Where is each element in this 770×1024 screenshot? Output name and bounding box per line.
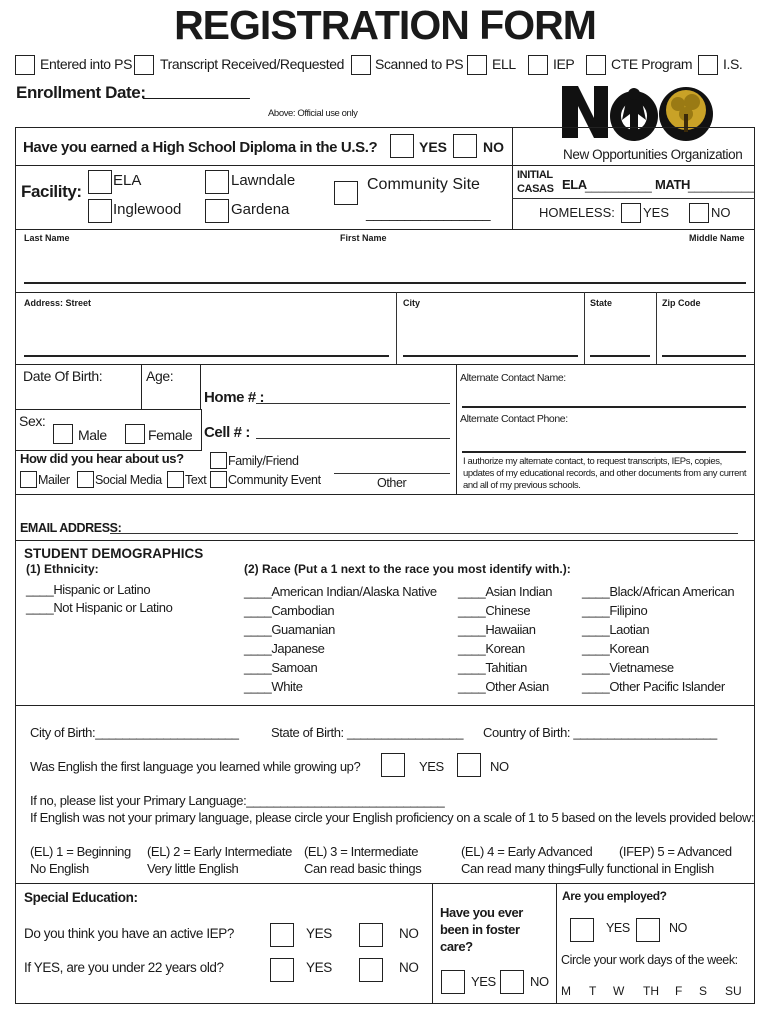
scanned-to-ps-checkbox[interactable] (351, 55, 371, 75)
casas-ela-field[interactable]: __________ (585, 179, 652, 193)
iep-yes-label: YES (306, 926, 332, 941)
employed-yes-checkbox[interactable] (570, 918, 594, 942)
form-title: REGISTRATION FORM (174, 2, 596, 48)
casas-label-initial: INITIAL (517, 169, 553, 181)
home-phone-label: Home # : (204, 389, 265, 406)
diploma-yes-checkbox[interactable] (390, 134, 414, 158)
hear-other-line[interactable] (334, 473, 450, 474)
street-line[interactable] (24, 355, 389, 357)
city-of-birth-field[interactable]: City of Birth:_____________________ (30, 725, 239, 740)
official-use-note: Above: Official use only (268, 108, 358, 119)
iep-yes-checkbox[interactable] (270, 923, 294, 947)
demographics-heading: STUDENT DEMOGRAPHICS (24, 546, 204, 561)
foster-yes-checkbox[interactable] (441, 970, 465, 994)
city-line[interactable] (403, 355, 578, 357)
office-item-label: CTE Program (611, 56, 693, 72)
homeless-no-checkbox[interactable] (689, 203, 709, 223)
facility-ela-checkbox[interactable] (88, 170, 112, 194)
hear-mailer-checkbox[interactable] (20, 471, 37, 488)
hear-community-checkbox[interactable] (210, 471, 227, 488)
diploma-no-checkbox[interactable] (453, 134, 477, 158)
level-4-label[interactable]: (EL) 4 = Early Advanced (461, 844, 593, 859)
divider (15, 165, 755, 166)
diploma-question: Have you earned a High School Diploma in the U.S.? (23, 139, 378, 156)
employed-question: Are you employed? (562, 889, 667, 903)
logo-caption: New Opportunities Organization (563, 147, 743, 162)
level-3-desc: Can read basic things (304, 861, 422, 876)
divider (15, 229, 755, 230)
diploma-no-label: NO (483, 139, 504, 155)
demographic-option[interactable]: ____Cambodian (244, 603, 335, 618)
middle-name-label: Middle Name (689, 233, 745, 243)
level-1-label[interactable]: (EL) 1 = Beginning (30, 844, 131, 859)
hear-family-label: Family/Friend (228, 454, 299, 468)
address-street-label: Address: Street (24, 298, 92, 308)
hear-community-label: Community Event (228, 473, 321, 487)
day-wednesday[interactable]: W (613, 984, 625, 998)
level-3-label[interactable]: (EL) 3 = Intermediate (304, 844, 419, 859)
under-22-no-checkbox[interactable] (359, 958, 383, 982)
diploma-yes-label: YES (419, 139, 448, 155)
hear-text-label: Text (185, 473, 207, 487)
level-4-desc: Can read many things (461, 861, 581, 876)
foster-care-question: Have you ever been in foster care? (440, 905, 523, 954)
hear-other-label: Other (377, 476, 407, 490)
work-days-label: Circle your work days of the week: (561, 953, 738, 967)
zip-label: Zip Code (662, 298, 701, 308)
sex-female-checkbox[interactable] (125, 424, 145, 444)
cell-phone-line[interactable] (256, 438, 450, 439)
enrollment-date-label: Enrollment Date: (16, 83, 146, 102)
demographic-option[interactable]: ____White (244, 679, 303, 694)
casas-ela-label: ELA (562, 177, 587, 192)
facility-label: Facility: (21, 182, 82, 201)
alternate-name-label: Alternate Contact Name: (460, 372, 566, 384)
demographic-option[interactable]: ____Chinese (458, 603, 531, 618)
level-1-desc: No English (30, 861, 89, 876)
divider (456, 364, 457, 494)
homeless-label: HOMELESS: (539, 205, 615, 220)
hear-social-label: Social Media (95, 473, 162, 487)
demographic-option[interactable]: ____American Indian/Alaska Native (244, 584, 437, 599)
proficiency-instructions: If English was not your primary language, please circle your English proficiency on a scale of 1 to 5 based on the levels provided below: (30, 810, 755, 825)
under-22-no-label: NO (399, 960, 419, 975)
day-monday[interactable]: M (561, 984, 571, 998)
alternate-consent-text: I authorize my alternate contact, to request transcripts, IEPs, copies, updates of my educational records, and other documents from any current and all of my previous schools. (463, 456, 747, 491)
casas-math-label: MATH (655, 177, 690, 192)
employed-no-label: NO (669, 921, 687, 935)
homeless-no-label: NO (711, 205, 731, 220)
demographic-option[interactable]: ____Guamanian (244, 622, 335, 637)
day-saturday[interactable]: S (699, 984, 708, 998)
demographic-option[interactable]: ____Laotian (582, 622, 650, 637)
demographic-option[interactable]: ____Vietnamese (582, 660, 674, 675)
hear-about-question: How did you hear about us? (20, 451, 184, 466)
facility-gardena-label: Gardena (231, 201, 290, 218)
demographic-option[interactable]: ____Asian Indian (458, 584, 553, 599)
enrollment-date-field[interactable]: ____________ (143, 83, 250, 100)
office-item-label: I.S. (723, 56, 743, 72)
state-line[interactable] (590, 355, 650, 357)
facility-community-label: Community Site (367, 176, 480, 193)
alternate-phone-line[interactable] (462, 451, 746, 453)
hear-social-checkbox[interactable] (77, 471, 94, 488)
transcript-received-checkbox[interactable] (134, 55, 154, 75)
demographic-option[interactable]: ____Other Pacific Islander (582, 679, 725, 694)
demographic-option[interactable]: ____Black/African American (582, 584, 735, 599)
iep-question: Do you think you have an active IEP? (24, 926, 234, 941)
cte-program-checkbox[interactable] (586, 55, 606, 75)
english-first-no-checkbox[interactable] (457, 753, 481, 777)
office-item-label: Entered into PS (40, 56, 133, 72)
divider (512, 198, 755, 199)
demographic-option[interactable]: ____Hispanic or Latino (26, 582, 151, 597)
office-item-label: IEP (553, 56, 575, 72)
iep-no-label: NO (399, 926, 419, 941)
office-item-label: Transcript Received/Requested (160, 56, 344, 72)
sex-male-checkbox[interactable] (53, 424, 73, 444)
name-line[interactable] (24, 282, 746, 284)
sex-label: Sex: (19, 413, 46, 429)
divider (15, 292, 755, 293)
email-label: EMAIL ADDRESS: (20, 521, 122, 535)
divider (15, 705, 755, 706)
email-line[interactable] (110, 533, 738, 534)
age-label: Age: (146, 368, 174, 384)
demographic-option[interactable]: ____Other Asian (458, 679, 549, 694)
demographic-option[interactable]: ____Japanese (244, 641, 325, 656)
demographic-option[interactable]: ____Filipino (582, 603, 648, 618)
day-sunday[interactable]: SU (725, 984, 742, 998)
facility-community-checkbox[interactable] (334, 181, 358, 205)
hear-mailer-label: Mailer (38, 473, 70, 487)
office-item-label: Scanned to PS (375, 56, 464, 72)
facility-inglewood-checkbox[interactable] (88, 199, 112, 223)
office-item-label: ELL (492, 56, 516, 72)
demographic-option[interactable]: ____Korean (582, 641, 649, 656)
last-name-label: Last Name (24, 233, 70, 243)
level-5-label[interactable]: (IFEP) 5 = Advanced (619, 844, 732, 859)
facility-lawndale-checkbox[interactable] (205, 170, 229, 194)
day-tuesday[interactable]: T (589, 984, 597, 998)
iep-no-checkbox[interactable] (359, 923, 383, 947)
foster-yes-label: YES (471, 974, 496, 989)
hear-text-checkbox[interactable] (167, 471, 184, 488)
divider (584, 292, 585, 364)
divider (15, 883, 755, 884)
state-of-birth-field[interactable]: State of Birth: _________________ (271, 725, 464, 740)
day-thursday[interactable]: TH (643, 984, 659, 998)
homeless-yes-checkbox[interactable] (621, 203, 641, 223)
sex-male-label: Male (78, 427, 107, 443)
casas-label: CASAS (517, 183, 554, 195)
divider (656, 292, 657, 364)
divider (396, 292, 397, 364)
city-label: City (403, 298, 421, 308)
foster-no-label: NO (530, 974, 549, 989)
foster-no-checkbox[interactable] (500, 970, 524, 994)
state-label: State (590, 298, 613, 308)
under-22-question: If YES, are you under 22 years old? (24, 960, 224, 975)
ell-checkbox[interactable] (467, 55, 487, 75)
is-checkbox[interactable] (698, 55, 718, 75)
first-name-label: First Name (340, 233, 387, 243)
demographic-option[interactable]: ____Tahitian (458, 660, 527, 675)
divider (432, 883, 433, 1004)
demographic-option[interactable]: ____Samoan (244, 660, 318, 675)
demographic-option[interactable]: ____Not Hispanic or Latino (26, 600, 173, 615)
cell-phone-label: Cell # : (204, 424, 250, 441)
english-first-yes-label: YES (419, 759, 444, 774)
primary-language-field[interactable]: If no, please list your Primary Language:_____________________________ (30, 793, 445, 808)
facility-gardena-checkbox[interactable] (205, 199, 229, 223)
demographic-option[interactable]: ____Korean (458, 641, 525, 656)
divider (512, 127, 513, 229)
iep-checkbox[interactable] (528, 55, 548, 75)
casas-math-field[interactable]: __________ (688, 179, 755, 193)
english-first-no-label: NO (490, 759, 509, 774)
divider (15, 540, 755, 541)
facility-inglewood-label: Inglewood (113, 201, 182, 218)
zip-line[interactable] (662, 355, 746, 357)
facility-ela-label: ELA (113, 172, 142, 189)
level-2-label[interactable]: (EL) 2 = Early Intermediate (147, 844, 292, 859)
facility-lawndale-label: Lawndale (231, 172, 296, 189)
employed-no-checkbox[interactable] (636, 918, 660, 942)
home-phone-line[interactable] (256, 403, 450, 404)
entered-into-ps-checkbox[interactable] (15, 55, 35, 75)
level-2-desc: Very little English (147, 861, 239, 876)
sex-female-label: Female (148, 427, 193, 443)
dob-label: Date Of Birth: (23, 368, 103, 384)
first-language-question: Was English the first language you learned while growing up? (30, 759, 361, 774)
divider (15, 494, 755, 495)
english-first-yes-checkbox[interactable] (381, 753, 405, 777)
special-education-label: Special Education: (24, 890, 138, 905)
level-5-desc: Fully functional in English (578, 861, 714, 876)
under-22-yes-checkbox[interactable] (270, 958, 294, 982)
alternate-phone-label: Alternate Contact Phone: (460, 413, 568, 425)
under-22-yes-label: YES (306, 960, 332, 975)
hear-family-checkbox[interactable] (210, 452, 227, 469)
alternate-name-line[interactable] (462, 406, 746, 408)
demographic-option[interactable]: ____Hawaiian (458, 622, 536, 637)
divider (556, 883, 557, 1004)
country-of-birth-field[interactable]: Country of Birth: _____________________ (483, 725, 717, 740)
homeless-yes-label: YES (643, 205, 670, 220)
day-friday[interactable]: F (675, 984, 683, 998)
employed-yes-label: YES (606, 921, 630, 935)
race-label: (2) Race (Put a 1 next to the race you most identify with.): (244, 562, 571, 576)
ethnicity-label: (1) Ethnicity: (26, 562, 99, 576)
community-site-field[interactable]: ________________ (366, 205, 491, 221)
